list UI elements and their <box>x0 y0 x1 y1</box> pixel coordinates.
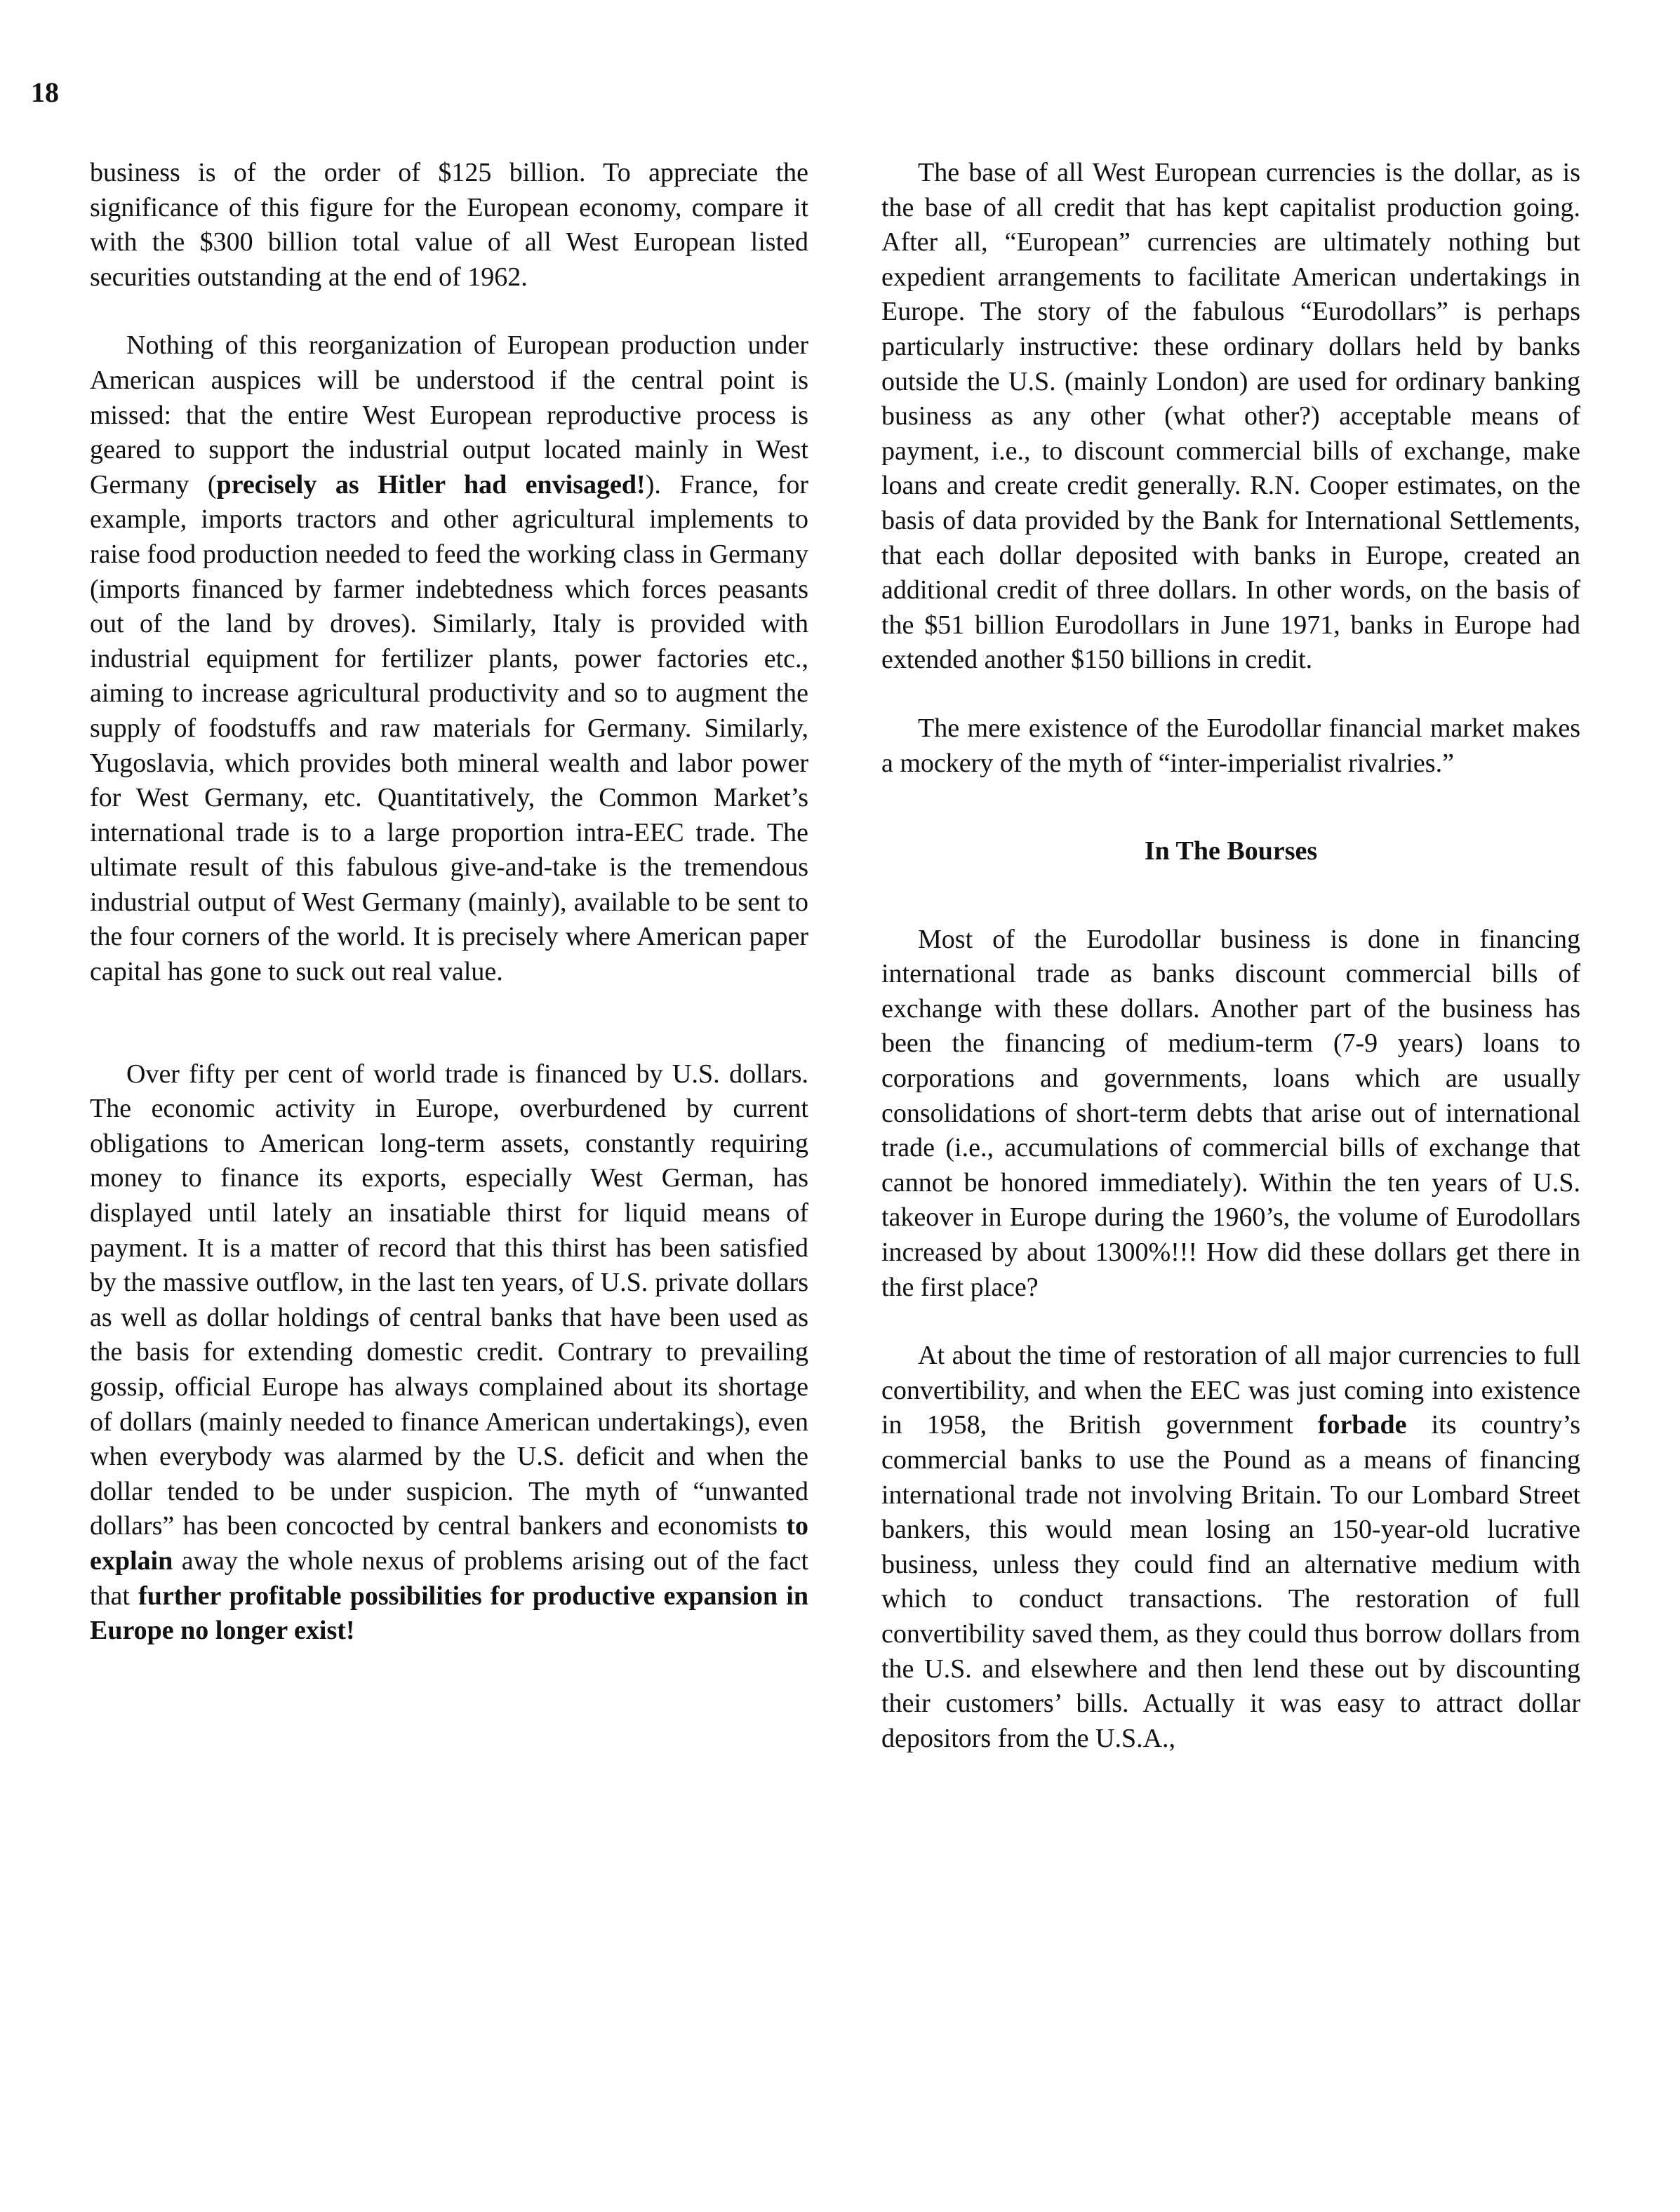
emphasis-text: forbade <box>1317 1410 1407 1440</box>
paragraph-eurodollar-business: Most of the Eurodollar business is done in financing international trade as banks discount commercial bills of exchange with these dollars. Another part of the business has been the financing of medium-term (7-9 years) loans to corporations and governments, loans which are usually consolidations of short-term debts that arise out of international trade (i.e., accumulations of commercial bills of exchange that cannot be honored immediately). Within the ten years of U.S. takeover in Europe during the 1960’s, the volume of Eurodollars increased by about 1300%!!! How did these dollars get there in the first place? <box>881 924 1580 1302</box>
emphasis-text: further profitable possibilities for productive expansion in Europe no longer exist! <box>90 1581 808 1646</box>
paragraph-continued-business: business is of the order of $125 billion. To appreciate the significance of this figure for the European economy, compare it with the $300 billion total value of all West European listed securities outstanding at the end of 1962. <box>90 158 808 292</box>
section-heading: In The Bourses <box>1144 836 1318 866</box>
paragraph-text: away the whole nexus of problems arising out of the fact that <box>90 1546 808 1611</box>
emphasis-text: precisely as Hitler had envisaged! <box>216 469 646 500</box>
right-column <box>881 156 1580 1756</box>
paragraph-text: its country’s commercial banks to use the Pound as a means of financing international trade not involving Britain. To our Lombard Street bankers, this would mean losing an 150-year-old lucrative business, unless they could find an alternative medium with which to conduct transactions. The restoration of full convertibility saved them, as they could thus borrow dollars from the U.S. and elsewhere and then lend these out by discounting their customers’ bills. Actually it was easy to attract dollar depositors from the U.S.A., <box>881 1410 1581 1753</box>
paragraph-reorganization <box>90 328 808 989</box>
paragraph-eurodollar-market: The mere existence of the Eurodollar financial market makes a mockery of the myth of “inter-imperialist rivalries.” <box>881 713 1580 778</box>
page-number: 18 <box>31 76 59 108</box>
left-column <box>90 156 808 1649</box>
paragraph-base-currencies: The base of all West European currencies is the dollar, as is the base of all credit that has kept capitalist production going. After all, “European” currencies are ultimately nothing but expedient arrangements to facilitate American undertakings in Europe. The story of the fabulous “Eurodollars” is perhaps particularly instructive: these ordinary dollars held by banks outside the U.S. (mainly London) are used for ordinary banking business as any other (what other?) acceptable means of payment, i.e., to discount commercial bills of exchange, make loans and create credit generally. R.N. Cooper estimates, on the basis of data provided by the Bank for International Settlements, that each dollar deposited with banks in Europe, created an additional credit of three dollars. In other words, on the basis of the $51 billion Eurodollars in June 1971, banks in Europe had extended another $150 billions in credit. <box>881 158 1580 675</box>
paragraph-text: Over fifty per cent of world trade is financed by U.S. dollars. The economic activity in Europe, overburdened by current obligations to American long-term assets, constantly requiring money to finance its exports, especially West German, has displayed until lately an insatiable thirst for liquid means of payment. It is a matter of record that this thirst has been satisfied by the massive outflow, in the last ten years, of U.S. private dollars as well as dollar holdings of central banks that have been used as the basis for extending domestic credit. Contrary to prevailing gossip, official Europe has always complained about its shortage of dollars (mainly needed to finance American undertakings), even when everybody was alarmed by the U.S. deficit and when the dollar tended to be under suspicion. The myth of “unwanted dollars” has been concocted by central bankers and economists <box>90 1059 808 1541</box>
paragraph-text: At about the time of restoration of all major currencies to full convertibility, and when the EEC was just coming into existence in 1958, the British government <box>881 1341 1580 1440</box>
paragraph-world-trade <box>90 1057 808 1649</box>
emphasis-text: to explain <box>90 1511 808 1576</box>
paragraph-convertibility <box>881 1339 1580 1756</box>
paragraph-text: ). France, for example, imports tractors and other agricultural implements to raise food production needed to feed the working class in Germany (imports financed by farmer indebtedness which forces peasants out of the land by droves). Similarly, Italy is provided with industrial equipment for fertilizer plants, power factories etc., aiming to increase agricultural productivity and so to augment the supply of foodstuffs and raw materials for Germany. Similarly, Yugoslavia, which provides both mineral wealth and labor power for West Germany, etc. Quantitatively, the Common Market’s international trade is to a large proportion intra-EEC trade. The ultimate result of this fabulous give-and-take is the tremendous industrial output of West Germany (mainly), available to be sent to the four corners of the world. It is precisely where American paper capital has gone to suck out real value. <box>90 469 808 987</box>
paragraph-text: Nothing of this reorganization of European production under American auspices will be understood if the central point is missed: that the entire West European reproductive process is geared to support the industrial output located mainly in West Germany ( <box>90 330 808 500</box>
